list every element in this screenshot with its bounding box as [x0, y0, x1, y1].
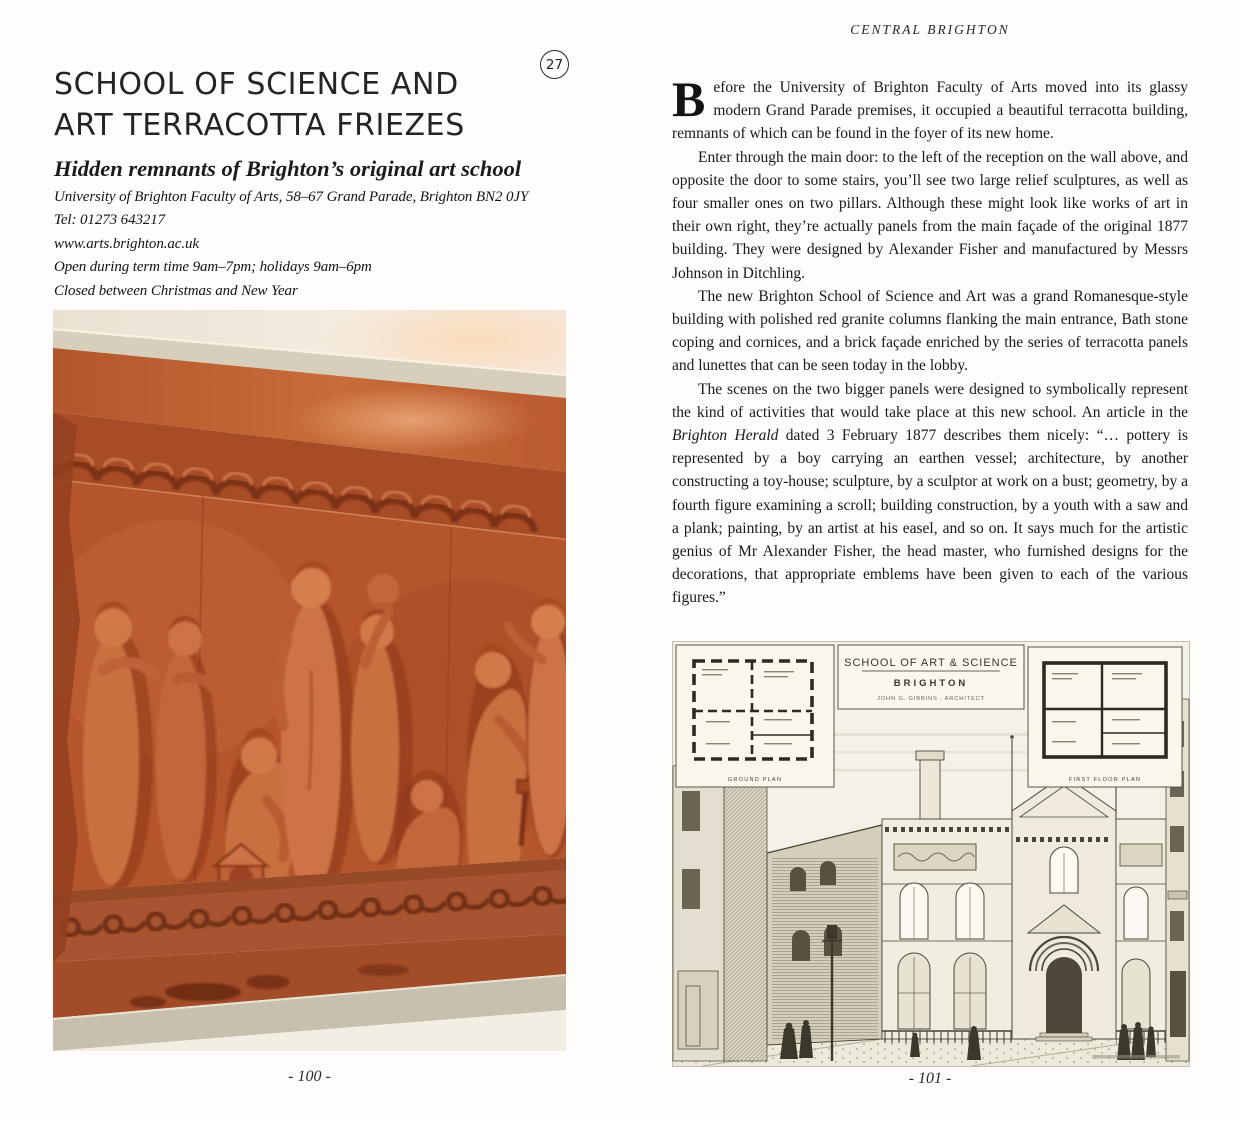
first-floor-plan-label: FIRST FLOOR PLAN [1068, 777, 1142, 783]
info-telephone: Tel: 01273 643217 [54, 212, 166, 229]
paragraph-1 [672, 71, 1188, 146]
ground-plan-label: GROUND PLAN [727, 777, 783, 783]
page-number-right: - 101 - [908, 1070, 952, 1087]
first-floor-plan-inset [1028, 647, 1182, 787]
page-title [54, 64, 524, 146]
entry-number: 27 [545, 56, 564, 73]
publication-name: Brighton Herald [672, 427, 779, 445]
subtitle: Hidden remnants of Brighton’s original art school [54, 155, 522, 181]
info-website: www.arts.brighton.ac.uk [54, 235, 199, 252]
drop-cap: B [672, 71, 706, 127]
title-line-1: SCHOOL OF SCIENCE AND [54, 67, 459, 103]
paragraph-2: Enter through the main door: to the left of the reception on the wall above, and opposite the door to some stairs, you’ll see two large relief sculptures, as well as four smaller ones on two pillars. Although these might look like works of art in their own right, they’re actually panels from the main façade of the original 1877 building. They were designed by Alexander Fisher and manufactured by Messrs Johnson in Ditchling. [672, 148, 1188, 282]
entrance-door [1046, 957, 1082, 1033]
front-railings [882, 1031, 1012, 1043]
visitor-info-block [54, 186, 569, 303]
paragraph-3: The new Brighton School of Science and Art was a grand Romanesque-style building with polished red granite columns flanking the main entrance, Bath stone coping and cornices, and a brick façade enriched by the series of terracotta panels and lunettes that can be seen today in the lobby. [672, 287, 1188, 375]
title-line-2: ART TERRACOTTA FRIEZES [54, 108, 465, 144]
engraving-location: BRIGHTON [893, 678, 969, 689]
engraving-architect: JOHN G. GIBBINS , ARCHITECT [877, 696, 985, 702]
engraving-title-box [838, 645, 1024, 709]
paragraph-4-end: dated 3 February 1877 describes them nicely: “… pottery is represented by a boy carrying an earthen vessel; architecture, by another constructing a toy-house; sculpture, by a sculptor at work on a bust; geometry, by a fourth figure examining a scroll; building construction, by a youth with a saw and a plank; painting, by an artist at his easel, and so on. It says much for the artistic genius of Mr Alexander Fisher, the head master, who furnished designs for the decorations, that appropriate emblems have been given to each of the various figures.” [672, 427, 1189, 607]
ground-plan-inset [676, 645, 834, 787]
terracotta-frieze-photo [53, 310, 566, 1051]
info-address: University of Brighton Faculty of Arts, 58–67 Grand Parade, Brighton BN2 0JY [54, 189, 529, 205]
chimney [920, 757, 940, 819]
school-engraving [672, 641, 1190, 1067]
school-engraving-art [672, 641, 1190, 1067]
body-text [672, 71, 1189, 610]
paragraph-4 [672, 378, 1188, 610]
page-number-left: - 100 - [288, 1068, 331, 1085]
engraving-title: SCHOOL OF ART & SCIENCE [844, 657, 1018, 669]
running-head: CENTRAL BRIGHTON [850, 22, 1010, 37]
paragraph-4-start: The scenes on the two bigger panels were designed to symbolically represent the kind of activities that would take place at this new school. An article in the [672, 380, 1188, 421]
info-closed-dates: Closed between Christmas and New Year [54, 282, 298, 299]
terracotta-frieze-photo-art [53, 310, 566, 1051]
entry-number-badge [540, 50, 569, 79]
paragraph-1-text: efore the University of Brighton Faculty of Arts moved into its glassy modern Grand Parade premises, it occupied a beautiful terracotta building, remnants of which can be found in the foyer of its new home. [672, 79, 1188, 143]
info-opening-hours: Open during term time 9am–7pm; holidays 9am–6pm [54, 259, 372, 276]
facade-relief-panel [894, 844, 976, 870]
printer-caption-smudge [1092, 1055, 1180, 1059]
